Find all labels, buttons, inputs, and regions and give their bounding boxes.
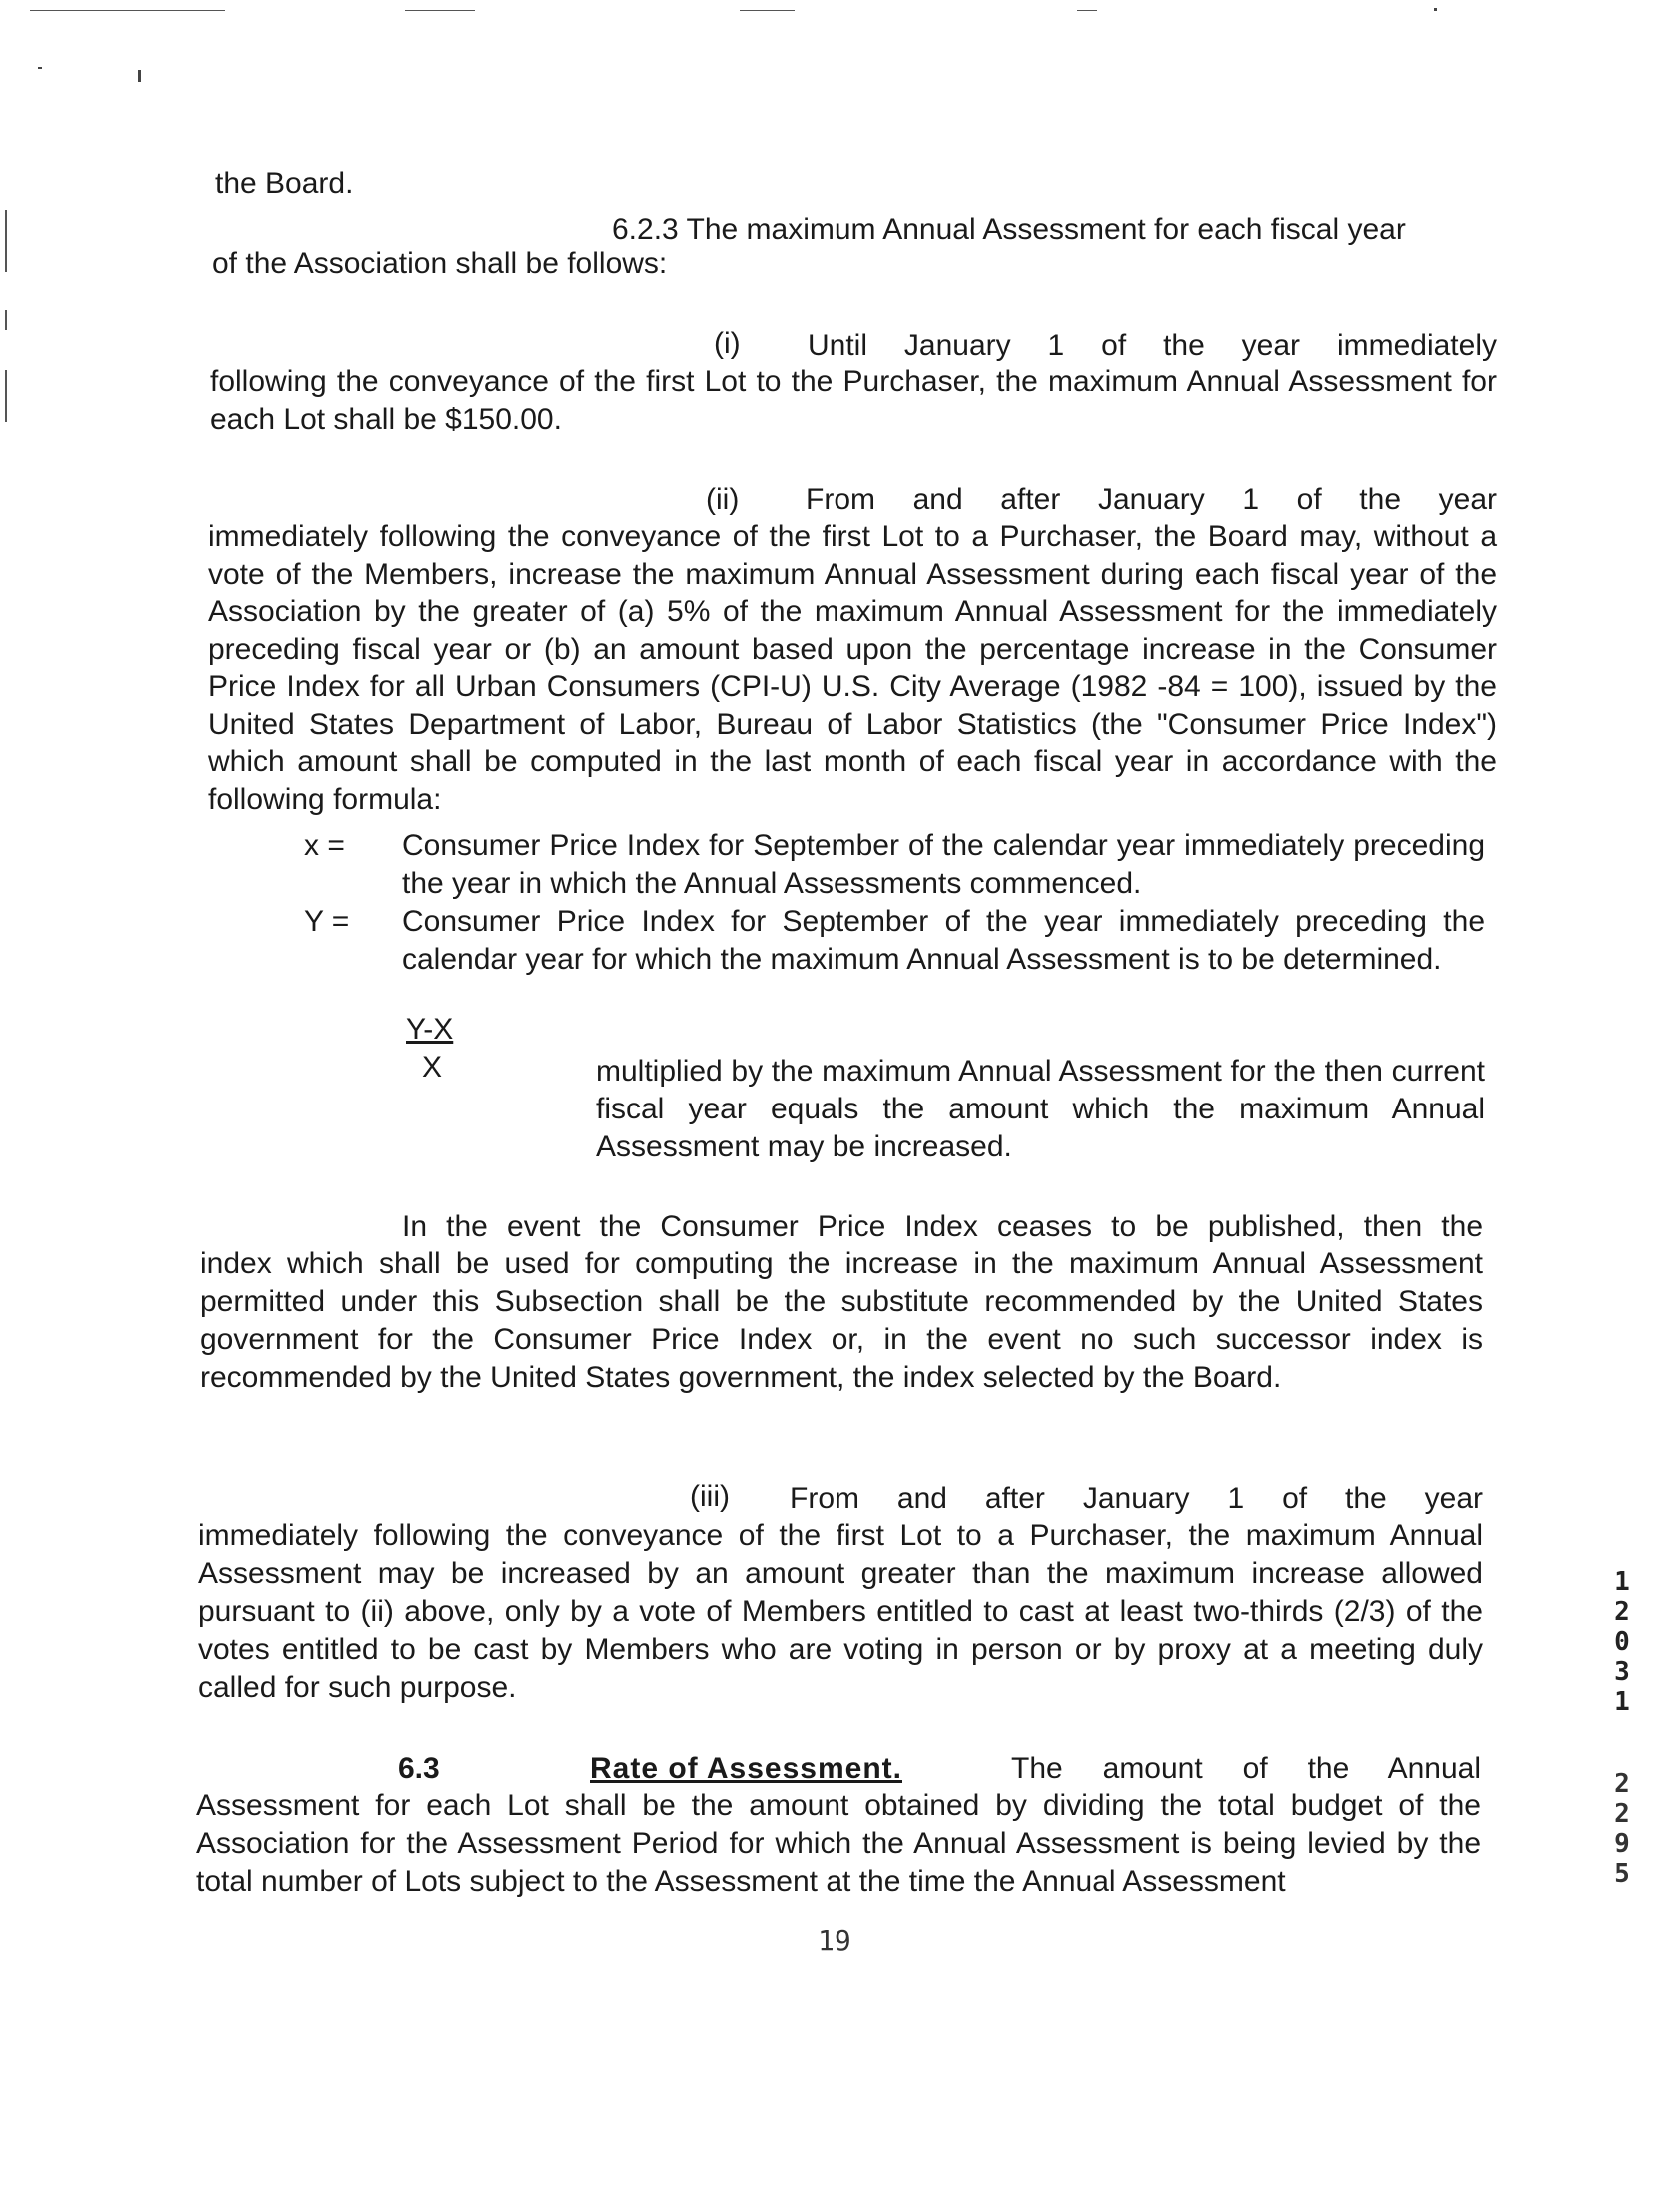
item-ii-body: immediately following the conveyance of the first Lot to a Purchaser, the Board may, without a vote of the Members, increase the maximum Annual Assessment during each fiscal year of the Association by the greater of (a) 5% of the maximum Annual Assessment for the immediately preceding fiscal year or (b) an amount based upon the percentage increase in the Consumer Price Index for all Urban Consumers (CPI-U) U.S. City Average (1982 -84 = 100), issued by the United States Department of Labor, Bureau of Labor Statistics (the "Consumer Price Index") which amount shall be computed in the last month of each fiscal year in accordance with the following formula: bbox=[208, 520, 1497, 816]
item-iii-body: immediately following the conveyance of the first Lot to a Purchaser, the maximum Annual Assessment may be increased by an amount greater than the maximum increase allowed pursuant to (ii) above, only by a vote of Members entitled to cast at least two-thirds (2/3) of the votes entitled to be cast by Members who are voting in person or by proxy at a meeting duly called for such purpose. bbox=[198, 1519, 1483, 1704]
scan-rule bbox=[405, 10, 475, 11]
section-6-2-3-continuation: of the Association shall be follows: bbox=[212, 247, 668, 280]
item-i-marker: (i) bbox=[714, 327, 741, 360]
item-ii-marker: (ii) bbox=[706, 483, 740, 516]
formula-x-definition: Consumer Price Index for September of the calendar year immediately preceding the year in which the Annual Assessments commenced. bbox=[402, 829, 1485, 900]
item-i-first-line: Until January 1 of the year immediately bbox=[808, 329, 1497, 362]
margin-bar bbox=[5, 210, 7, 272]
scan-mark bbox=[1434, 8, 1437, 11]
cpi-paragraph-first-line: In the event the Consumer Price Index ceases to be published, then the bbox=[402, 1210, 1483, 1243]
page-number: 19 bbox=[818, 1924, 851, 1957]
intro-tail: the Board. bbox=[215, 167, 354, 200]
formula-numerator: Y-X bbox=[406, 1013, 454, 1046]
recording-stamp-top: 1 2 0 3 1 bbox=[1614, 1567, 1630, 1717]
section-6-3-number: 6.3 bbox=[398, 1752, 440, 1785]
scan-rule bbox=[30, 10, 225, 11]
scan-mark bbox=[138, 70, 141, 82]
formula-x-label: x = bbox=[304, 829, 345, 862]
item-iii-first-line: From and after January 1 of the year bbox=[790, 1482, 1483, 1515]
item-ii-first-line: From and after January 1 of the year bbox=[806, 483, 1497, 516]
item-iii-marker: (iii) bbox=[690, 1480, 730, 1513]
section-6-3-title: Rate of Assessment. bbox=[590, 1752, 902, 1785]
formula-explanation: multiplied by the maximum Annual Assessment for the then current fiscal year equals the amount which the maximum Annual Assessment may be increased. bbox=[596, 1055, 1485, 1163]
scan-mark bbox=[38, 67, 42, 69]
section-6-3-first-line: The amount of the Annual bbox=[1011, 1752, 1481, 1785]
item-i-body: following the conveyance of the first Lot to the Purchaser, the maximum Annual Assessment for each Lot shall be $150.00. bbox=[210, 365, 1497, 436]
scan-rule bbox=[1077, 10, 1097, 11]
section-6-2-3-heading: 6.2.3 The maximum Annual Assessment for each fiscal year bbox=[612, 213, 1406, 246]
recording-stamp-bottom: 2 2 9 5 bbox=[1614, 1769, 1630, 1889]
margin-bar bbox=[5, 310, 7, 330]
margin-bar bbox=[5, 370, 7, 422]
formula-y-label: Y = bbox=[304, 905, 350, 938]
formula-denominator: X bbox=[422, 1051, 443, 1084]
section-6-3-body: Assessment for each Lot shall be the amount obtained by dividing the total budget of the Association for the Assessment Period for which the Annual Assessment is being levied by the total number of Lots subject to the Assessment at the time the Annual Assessment bbox=[196, 1789, 1481, 1898]
scan-rule bbox=[740, 10, 795, 11]
cpi-paragraph-body: index which shall be used for computing the increase in the maximum Annual Assessment permitted under this Subsection shall be the substitute recommended by the United States government for the Consumer Price Index or, in the event no such successor index is recommended by the United States government, the index selected by the Board. bbox=[200, 1247, 1483, 1394]
formula-y-definition: Consumer Price Index for September of the year immediately preceding the calendar year for which the maximum Annual Assessment is to be determined. bbox=[402, 905, 1485, 976]
